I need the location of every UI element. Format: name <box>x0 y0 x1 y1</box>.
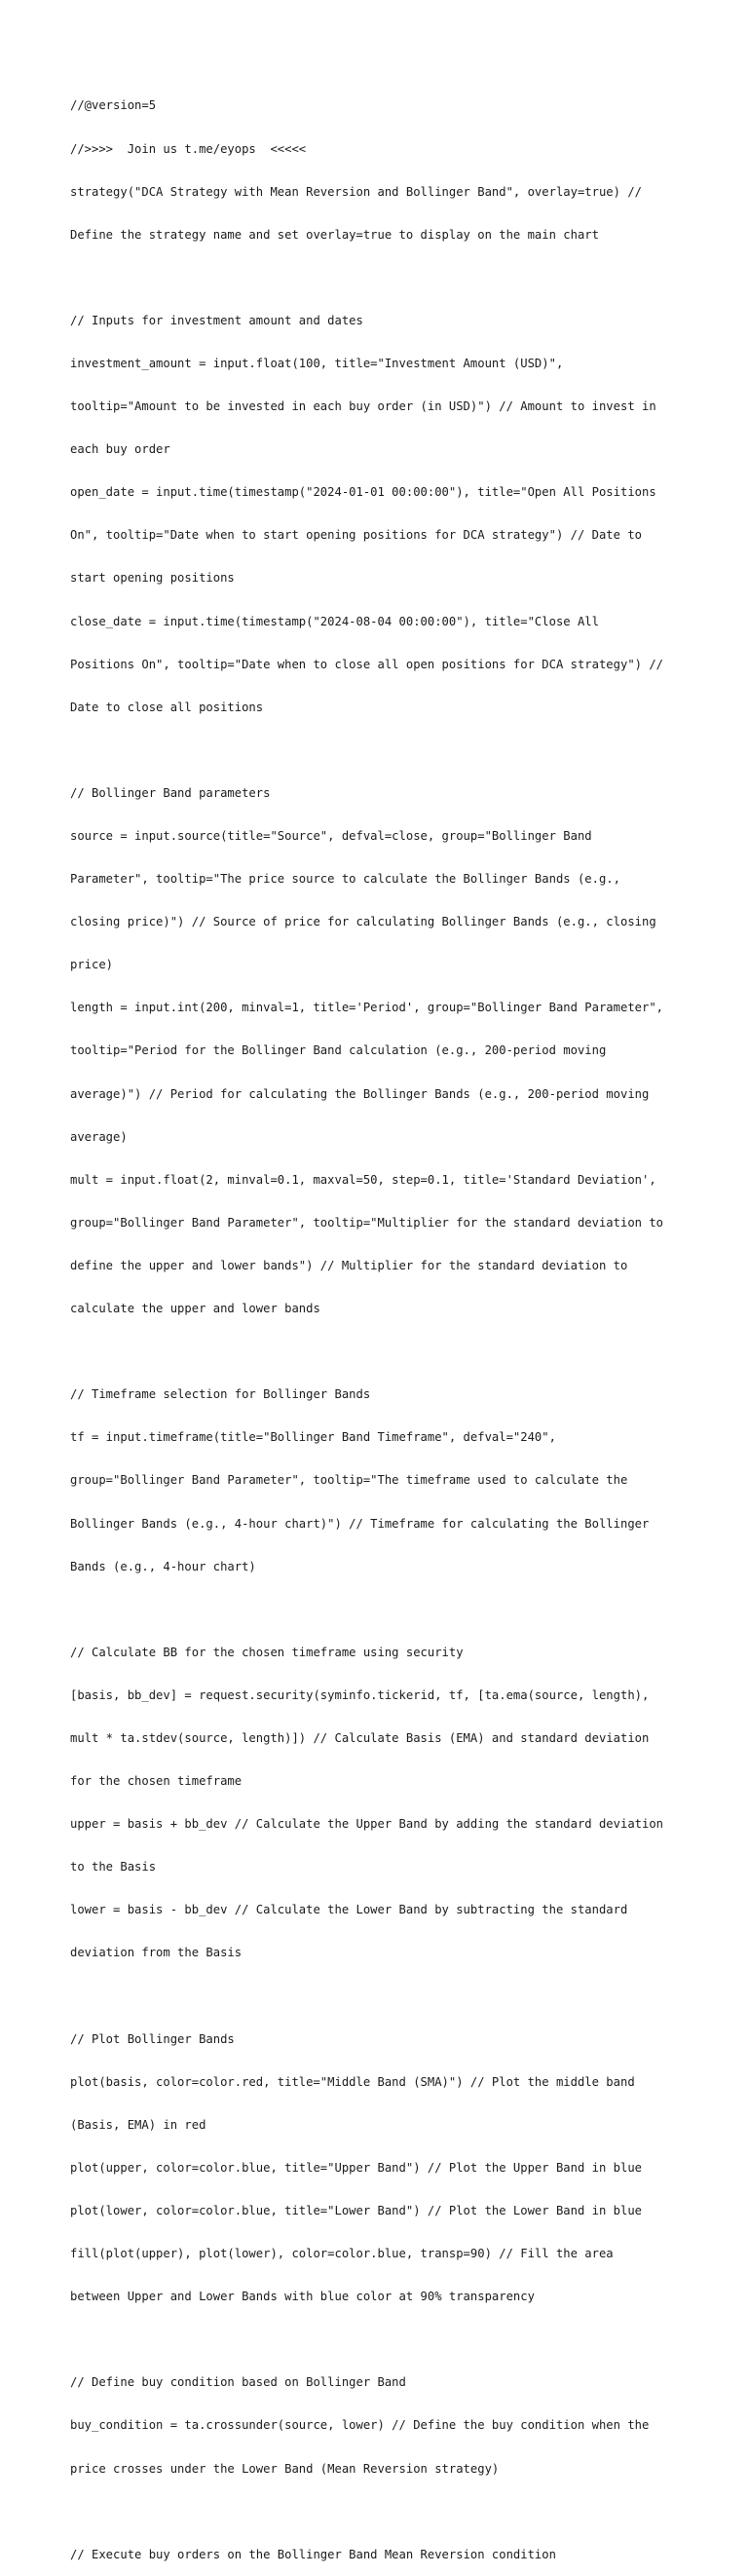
code-line: calculate the upper and lower bands <box>70 1302 320 1316</box>
code-line: mult * ta.stdev(source, length)]) // Calculate Basis (EMA) and standard deviation <box>70 1730 650 1745</box>
code-line: [basis, bb_dev] = request.security(syminfo.tickerid, tf, [ta.ema(source, length), <box>70 1687 650 1702</box>
code-line: close_date = input.time(timestamp("2024-08-04 00:00:00"), title="Close All <box>70 614 599 628</box>
code-line: // Bollinger Band parameters <box>70 785 271 800</box>
code-line: plot(lower, color=color.blue, title="Lower Band") // Plot the Lower Band in blue <box>70 2204 642 2217</box>
code-line: price crosses under the Lower Band (Mean Reversion strategy) <box>70 2461 500 2476</box>
blank-line <box>70 2505 693 2519</box>
blank-line <box>70 1989 693 2004</box>
code-line: Define the strategy name and set overlay=true to display on the main chart <box>70 227 599 242</box>
code-line: tooltip="Amount to be invested in each buy order (in USD)") // Amount to invest in <box>70 399 656 414</box>
code-line: //>>>> Join us t.me/eyops <<<<< <box>70 141 307 156</box>
code-line: Bollinger Bands (e.g., 4-hour chart)") // Timeframe for calculating the Bollinger <box>70 1516 650 1531</box>
code-line: deviation from the Basis <box>70 1946 243 1960</box>
code-line: average) <box>70 1129 128 1144</box>
code-line: // Inputs for investment amount and dates <box>70 313 363 327</box>
code-line: tooltip="Period for the Bollinger Band calculation (e.g., 200-period moving <box>70 1043 607 1058</box>
blank-line <box>70 271 693 285</box>
code-line: // Execute buy orders on the Bollinger Band Mean Reversion condition <box>70 2547 556 2561</box>
code-line: length = input.int(200, minval=1, title='Period', group="Bollinger Band Parameter", <box>70 1001 664 1015</box>
code-line: buy_condition = ta.crossunder(source, lower) // Define the buy condition when the <box>70 2418 650 2433</box>
code-line: group="Bollinger Band Parameter", tooltip="The timeframe used to calculate the <box>70 1473 628 1488</box>
code-line: // Plot Bollinger Bands <box>70 2031 235 2046</box>
code-line: each buy order <box>70 442 170 457</box>
code-line: (Basis, EMA) in red <box>70 2117 206 2132</box>
code-line: to the Basis <box>70 1860 157 1875</box>
code-line: // Define buy condition based on Bollinger Band <box>70 2375 406 2390</box>
code-line: On", tooltip="Date when to start opening positions for DCA strategy") // Date to <box>70 528 642 543</box>
code-line: // Calculate BB for the chosen timeframe using security <box>70 1645 464 1659</box>
code-line: source = input.source(title="Source", defval=close, group="Bollinger Band <box>70 829 592 843</box>
code-line: upper = basis + bb_dev // Calculate the Upper Band by adding the standard deviation <box>70 1817 664 1832</box>
code-line: mult = input.float(2, minval=0.1, maxval=50, step=0.1, title='Standard Deviation', <box>70 1172 656 1187</box>
code-line: plot(basis, color=color.red, title="Middle Band (SMA)") // Plot the middle band <box>70 2074 635 2089</box>
code-line: Date to close all positions <box>70 700 264 714</box>
code-line: lower = basis - bb_dev // Calculate the Lower Band by subtracting the standard <box>70 1903 628 1917</box>
code-line: //@version=5 <box>70 98 157 113</box>
code-line: Positions On", tooltip="Date when to close all open positions for DCA strategy") // <box>70 657 664 671</box>
code-line: closing price)") // Source of price for calculating Bollinger Bands (e.g., closing <box>70 915 656 929</box>
code-line: Parameter", tooltip="The price source to calculate the Bollinger Bands (e.g., <box>70 872 620 887</box>
code-line: define the upper and lower bands") // Multiplier for the standard deviation to <box>70 1258 628 1272</box>
code-line: investment_amount = input.float(100, title="Investment Amount (USD)", <box>70 356 564 370</box>
code-line: plot(upper, color=color.blue, title="Upper Band") // Plot the Upper Band in blue <box>70 2160 642 2175</box>
code-line: start opening positions <box>70 571 235 586</box>
code-document <box>70 70 693 2576</box>
code-line: price) <box>70 958 114 972</box>
blank-line <box>70 743 693 758</box>
blank-line <box>70 1603 693 1617</box>
code-line: // Timeframe selection for Bollinger Bands <box>70 1387 371 1402</box>
code-line: average)") // Period for calculating the Bollinger Bands (e.g., 200-period moving <box>70 1086 650 1101</box>
blank-line <box>70 2332 693 2347</box>
code-line: tf = input.timeframe(title="Bollinger Band Timeframe", defval="240", <box>70 1430 556 1445</box>
code-line: open_date = input.time(timestamp("2024-01-01 00:00:00"), title="Open All Positions <box>70 485 656 500</box>
code-line: strategy("DCA Strategy with Mean Reversion and Bollinger Band", overlay=true) // <box>70 184 642 199</box>
blank-line <box>70 1345 693 1359</box>
code-line: group="Bollinger Band Parameter", tooltip="Multiplier for the standard deviation to <box>70 1215 664 1230</box>
code-line: fill(plot(upper), plot(lower), color=color.blue, transp=90) // Fill the area <box>70 2247 614 2261</box>
code-line: between Upper and Lower Bands with blue color at 90% transparency <box>70 2290 535 2304</box>
code-line: for the chosen timeframe <box>70 1774 243 1789</box>
code-line: Bands (e.g., 4-hour chart) <box>70 1559 256 1573</box>
